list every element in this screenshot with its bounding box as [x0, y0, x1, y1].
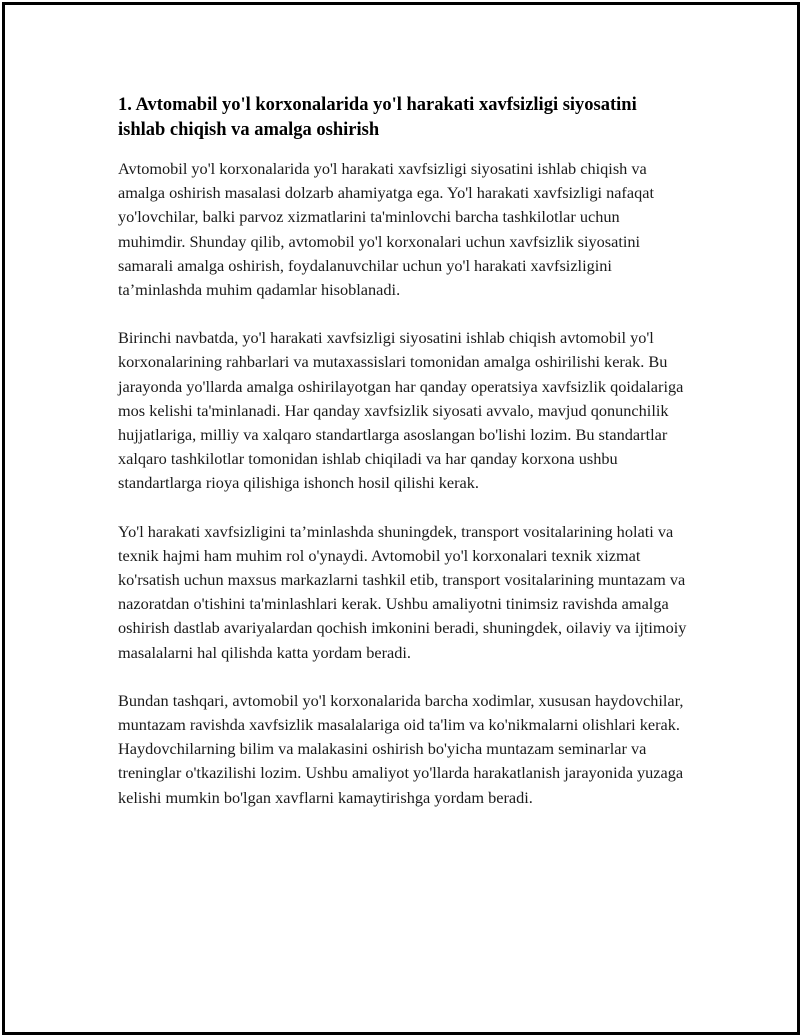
- paragraph-2: Birinchi navbatda, yo'l harakati xavfsizligi siyosatini ishlab chiqish avtomobil yo'l korxonalarining rahbarlari va mutaxassislari tomonidan amalga oshirilishi kerak. Bu jarayonda yo'llarda amalga oshirilayotgan har qanday operatsiya xavfsizlik qoidalariga mos kelishi ta'minlanadi. Har qanday xavfsizlik siyosati avvalo, mavjud qonunchilik hujjatlariga, milliy va xalqaro standartlarga asoslangan bo'lishi lozim. Bu standartlar xalqaro tashkilotlar tomonidan ishlab chiqiladi va har qanday korxona ushbu standartlarga rioya qilishiga ishonch hosil qilishi kerak.: [118, 328, 684, 493]
- section-heading: 1. Avtomabil yo'l korxonalarida yo'l harakati xavfsizligi siyosatini ishlab chiqish va amalga oshirish: [118, 95, 637, 140]
- paragraph-4: Bundan tashqari, avtomobil yo'l korxonalarida barcha xodimlar, xususan haydovchilar, muntazam ravishda xavfsizlik masalalariga oid ta'lim va ko'nikmalarni olishlari kerak. Haydovchilarning bilim va malakasini oshirish bo'yicha muntazam seminarlar va treninglar o'tkazilishi lozim. Ushbu amaliyot yo'llarda harakatlanish jarayonida yuzaga kelishi mumkin bo'lgan xavflarni kamaytirishga yordam beradi.: [118, 690, 684, 807]
- paragraph-3: Yo'l harakati xavfsizligini ta’minlashda shuningdek, transport vositalarining holati va texnik hajmi ham muhim rol o'ynaydi. Avtomobil yo'l korxonalari texnik xizmat ko'rsatish uchun maxsus markazlarni tashkil etib, transport vositalarining muntazam va nazoratdan o'tishini ta'minlashlari kerak. Ushbu amaliyotni tinimsiz ravishda amalga oshirish dastlab avariyalardan qochish imkonini beradi, shuningdek, oilaviy va ijtimoiy masalalarni hal qilishda katta yordam beradi.: [118, 521, 687, 662]
- document-body: [118, 93, 688, 834]
- paragraph-1: Avtomobil yo'l korxonalarida yo'l harakati xavfsizligi siyosatini ishlab chiqish va amalga oshirish masalasi dolzarb ahamiyatga ega. Yo'l harakati xavfsizligi nafaqat yo'lovchilar, balki parvoz xizmatlarini ta'minlovchi barcha tashkilotlar uchun muhimdir. Shunday qilib, avtomobil yo'l korxonalari uchun xavfsizlik siyosatini samarali amalga oshirish, foydalanuvchilar uchun yo'l harakati xavfsizligini ta’minlashda muhim qadamlar hisoblanadi.: [118, 159, 654, 300]
